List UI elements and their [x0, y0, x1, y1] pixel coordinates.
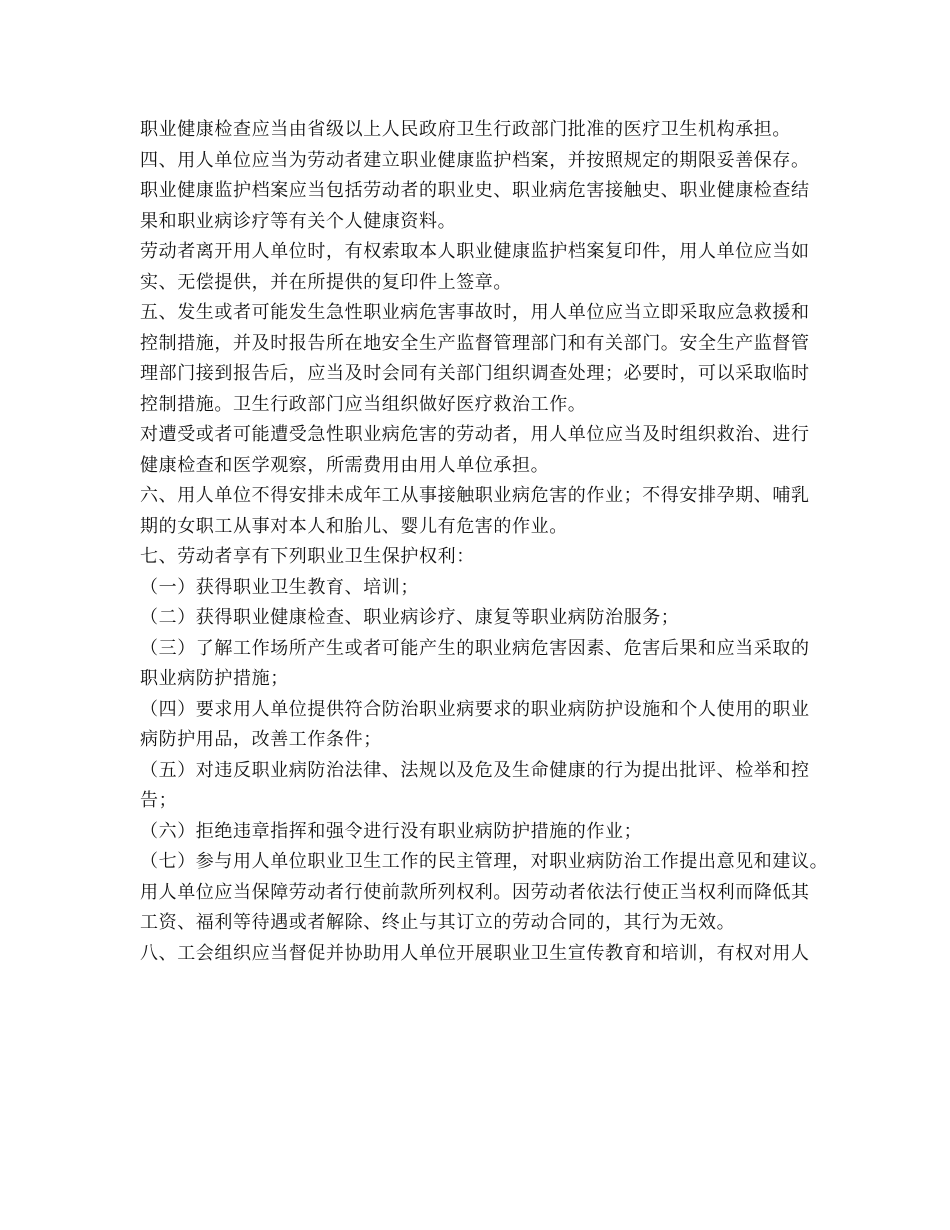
text-line: 六、用人单位不得安排未成年工从事接触职业病危害的作业；不得安排孕期、哺乳 [140, 485, 810, 506]
text-line: （四）要求用人单位提供符合防治职业病要求的职业病防护设施和个人使用的职业 [140, 698, 810, 720]
text-line: （六）拒绝违章指挥和强令进行没有职业病防护措施的作业； [140, 820, 643, 842]
text-line: 实、无偿提供，并在所提供的复印件上签章。 [140, 271, 512, 293]
text-line: 用人单位应当保障劳动者行使前款所列权利。因劳动者依法行使正当权利而降低其 [140, 881, 810, 903]
text-line: 控制措施。卫生行政部门应当组织做好医疗救治工作。 [140, 393, 587, 415]
text-line: 劳动者离开用人单位时，有权索取本人职业健康监护档案复印件，用人单位应当如 [140, 241, 810, 262]
text-line: 控制措施，并及时报告所在地安全生产监督管理部门和有关部门。安全生产监督管 [140, 332, 810, 354]
text-line: 五、发生或者可能发生急性职业病危害事故时，用人单位应当立即采取应急救援和 [140, 302, 810, 323]
document-body [140, 115, 830, 969]
text-line: 健康检查和医学观察，所需费用由用人单位承担。 [140, 454, 550, 476]
text-line: 八、工会组织应当督促并协助用人单位开展职业卫生宣传教育和培训，有权对用人 [140, 942, 810, 964]
text-line: 期的女职工从事对本人和胎儿、婴儿有危害的作业。 [140, 515, 568, 537]
text-line: 果和职业病诊疗等有关个人健康资料。 [140, 210, 457, 232]
text-line: 理部门接到报告后，应当及时会同有关部门组织调查处理；必要时，可以采取临时 [140, 363, 810, 384]
text-line: （一）获得职业卫生教育、培训； [140, 576, 419, 598]
text-line: 职业健康检查应当由省级以上人民政府卫生行政部门批准的医疗卫生机构承担。 [140, 119, 791, 140]
text-line: （七）参与用人单位职业卫生工作的民主管理，对职业病防治工作提出意见和建议。 [140, 851, 829, 872]
text-line: 对遭受或者可能遭受急性职业病危害的劳动者，用人单位应当及时组织救治、进行 [140, 424, 810, 445]
text-line: （三）了解工作场所产生或者可能产生的职业病危害因素、危害后果和应当采取的 [140, 637, 810, 659]
text-line: 职业健康监护档案应当包括劳动者的职业史、职业病危害接触史、职业健康检查结 [140, 180, 810, 201]
text-line: 职业病防护措施； [140, 668, 289, 689]
text-line: 工资、福利等待遇或者解除、终止与其订立的劳动合同的，其行为无效。 [140, 912, 736, 933]
text-line: 四、用人单位应当为劳动者建立职业健康监护档案，并按照规定的期限妥善保存。 [140, 149, 810, 171]
text-line: 告； [140, 790, 178, 811]
text-line: 七、劳动者享有下列职业卫生保护权利： [140, 546, 475, 567]
text-line: （五）对违反职业病防治法律、法规以及危及生命健康的行为提出批评、检举和控 [140, 759, 810, 781]
text-line: （二）获得职业健康检查、职业病诊疗、康复等职业病防治服务； [140, 607, 680, 628]
text-line: 病防护用品，改善工作条件； [140, 729, 382, 750]
